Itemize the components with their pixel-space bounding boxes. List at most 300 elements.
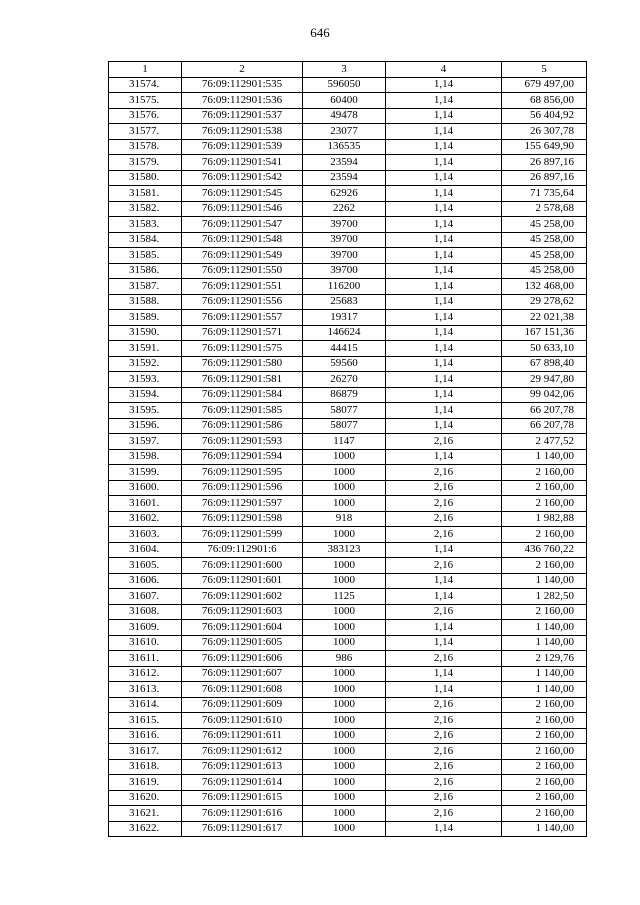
amount-cell: 45 258,00: [502, 248, 587, 264]
row-number-cell: 31581.: [109, 186, 182, 202]
cadastral-number-cell: 76:09:112901:6: [182, 542, 303, 558]
amount-cell: 45 258,00: [502, 217, 587, 233]
area-cell: 49478: [303, 108, 386, 124]
column-header-3: 3: [303, 62, 386, 78]
cadastral-number-cell: 76:09:112901:614: [182, 775, 303, 791]
cadastral-number-cell: 76:09:112901:617: [182, 821, 303, 837]
table-row: [109, 651, 587, 667]
amount-cell: 2 160,00: [502, 465, 587, 481]
amount-cell: 50 633,10: [502, 341, 587, 357]
row-number-cell: 31592.: [109, 356, 182, 372]
row-number-cell: 31612.: [109, 666, 182, 682]
coefficient-cell: 1,14: [386, 186, 502, 202]
table-row: [109, 263, 587, 279]
area-cell: 1000: [303, 666, 386, 682]
row-number-cell: 31584.: [109, 232, 182, 248]
cadastral-number-cell: 76:09:112901:599: [182, 527, 303, 543]
area-cell: 60400: [303, 93, 386, 109]
amount-cell: 1 140,00: [502, 573, 587, 589]
row-number-cell: 31607.: [109, 589, 182, 605]
coefficient-cell: 1,14: [386, 589, 502, 605]
table-row: [109, 728, 587, 744]
coefficient-cell: 2,16: [386, 480, 502, 496]
row-number-cell: 31604.: [109, 542, 182, 558]
row-number-cell: 31622.: [109, 821, 182, 837]
coefficient-cell: 1,14: [386, 821, 502, 837]
table-row: [109, 403, 587, 419]
area-cell: 1000: [303, 604, 386, 620]
cadastral-number-cell: 76:09:112901:545: [182, 186, 303, 202]
area-cell: 58077: [303, 418, 386, 434]
area-cell: 1000: [303, 775, 386, 791]
area-cell: 58077: [303, 403, 386, 419]
table-row: [109, 806, 587, 822]
area-cell: 39700: [303, 217, 386, 233]
amount-cell: 2 578,68: [502, 201, 587, 217]
coefficient-cell: 1,14: [386, 666, 502, 682]
row-number-cell: 31600.: [109, 480, 182, 496]
amount-cell: 2 160,00: [502, 713, 587, 729]
area-cell: 23077: [303, 124, 386, 140]
row-number-cell: 31602.: [109, 511, 182, 527]
amount-cell: 2 129,76: [502, 651, 587, 667]
cadastral-number-cell: 76:09:112901:546: [182, 201, 303, 217]
coefficient-cell: 1,14: [386, 418, 502, 434]
area-cell: 23594: [303, 170, 386, 186]
amount-cell: 679 497,00: [502, 77, 587, 93]
amount-cell: 1 140,00: [502, 449, 587, 465]
coefficient-cell: 2,16: [386, 713, 502, 729]
row-number-cell: 31593.: [109, 372, 182, 388]
coefficient-cell: 1,14: [386, 403, 502, 419]
area-cell: 86879: [303, 387, 386, 403]
coefficient-cell: 1,14: [386, 341, 502, 357]
area-cell: 1000: [303, 496, 386, 512]
area-cell: 1000: [303, 573, 386, 589]
row-number-cell: 31580.: [109, 170, 182, 186]
table-row: [109, 604, 587, 620]
cadastral-number-cell: 76:09:112901:598: [182, 511, 303, 527]
cadastral-number-cell: 76:09:112901:605: [182, 635, 303, 651]
area-cell: 1000: [303, 449, 386, 465]
row-number-cell: 31596.: [109, 418, 182, 434]
row-number-cell: 31620.: [109, 790, 182, 806]
row-number-cell: 31599.: [109, 465, 182, 481]
cadastral-number-cell: 76:09:112901:610: [182, 713, 303, 729]
coefficient-cell: 2,16: [386, 527, 502, 543]
coefficient-cell: 1,14: [386, 232, 502, 248]
table-row: [109, 108, 587, 124]
row-number-cell: 31582.: [109, 201, 182, 217]
row-number-cell: 31575.: [109, 93, 182, 109]
table-header: [109, 62, 587, 78]
row-number-cell: 31576.: [109, 108, 182, 124]
row-number-cell: 31583.: [109, 217, 182, 233]
coefficient-cell: 2,16: [386, 651, 502, 667]
amount-cell: 2 160,00: [502, 790, 587, 806]
amount-cell: 56 404,92: [502, 108, 587, 124]
column-header-5: 5: [502, 62, 587, 78]
amount-cell: 22 021,38: [502, 310, 587, 326]
amount-cell: 68 856,00: [502, 93, 587, 109]
amount-cell: 2 160,00: [502, 806, 587, 822]
table-row: [109, 620, 587, 636]
table-row: [109, 480, 587, 496]
coefficient-cell: 1,14: [386, 93, 502, 109]
amount-cell: 29 278,62: [502, 294, 587, 310]
table-row: [109, 124, 587, 140]
row-number-cell: 31616.: [109, 728, 182, 744]
cadastral-number-cell: 76:09:112901:602: [182, 589, 303, 605]
area-cell: 116200: [303, 279, 386, 295]
table-row: [109, 589, 587, 605]
area-cell: 39700: [303, 263, 386, 279]
amount-cell: 1 140,00: [502, 620, 587, 636]
row-number-cell: 31577.: [109, 124, 182, 140]
area-cell: 1000: [303, 682, 386, 698]
row-number-cell: 31613.: [109, 682, 182, 698]
table-row: [109, 372, 587, 388]
area-cell: 39700: [303, 248, 386, 264]
row-number-cell: 31615.: [109, 713, 182, 729]
row-number-cell: 31585.: [109, 248, 182, 264]
cadastral-number-cell: 76:09:112901:597: [182, 496, 303, 512]
table-row: [109, 294, 587, 310]
coefficient-cell: 1,14: [386, 542, 502, 558]
coefficient-cell: 1,14: [386, 217, 502, 233]
area-cell: 1000: [303, 620, 386, 636]
cadastral-number-cell: 76:09:112901:586: [182, 418, 303, 434]
table-row: [109, 248, 587, 264]
cadastral-number-cell: 76:09:112901:595: [182, 465, 303, 481]
row-number-cell: 31579.: [109, 155, 182, 171]
amount-cell: 2 477,52: [502, 434, 587, 450]
coefficient-cell: 2,16: [386, 558, 502, 574]
coefficient-cell: 1,14: [386, 155, 502, 171]
coefficient-cell: 2,16: [386, 434, 502, 450]
row-number-cell: 31611.: [109, 651, 182, 667]
table-row: [109, 465, 587, 481]
area-cell: 986: [303, 651, 386, 667]
cadastral-number-cell: 76:09:112901:593: [182, 434, 303, 450]
cadastral-number-cell: 76:09:112901:616: [182, 806, 303, 822]
area-cell: 23594: [303, 155, 386, 171]
area-cell: 1000: [303, 806, 386, 822]
row-number-cell: 31601.: [109, 496, 182, 512]
amount-cell: 99 042,06: [502, 387, 587, 403]
amount-cell: 155 649,90: [502, 139, 587, 155]
row-number-cell: 31621.: [109, 806, 182, 822]
cadastral-number-cell: 76:09:112901:603: [182, 604, 303, 620]
amount-cell: 2 160,00: [502, 775, 587, 791]
table-row: [109, 434, 587, 450]
area-cell: 1000: [303, 821, 386, 837]
area-cell: 1000: [303, 759, 386, 775]
amount-cell: 1 140,00: [502, 821, 587, 837]
cadastral-number-cell: 76:09:112901:615: [182, 790, 303, 806]
row-number-cell: 31574.: [109, 77, 182, 93]
amount-cell: 1 140,00: [502, 635, 587, 651]
cadastral-number-cell: 76:09:112901:536: [182, 93, 303, 109]
coefficient-cell: 1,14: [386, 310, 502, 326]
table-row: [109, 697, 587, 713]
cadastral-number-cell: 76:09:112901:539: [182, 139, 303, 155]
cadastral-number-cell: 76:09:112901:581: [182, 372, 303, 388]
cadastral-number-cell: 76:09:112901:547: [182, 217, 303, 233]
cadastral-number-cell: 76:09:112901:580: [182, 356, 303, 372]
row-number-cell: 31608.: [109, 604, 182, 620]
row-number-cell: 31610.: [109, 635, 182, 651]
row-number-cell: 31588.: [109, 294, 182, 310]
row-number-cell: 31618.: [109, 759, 182, 775]
amount-cell: 66 207,78: [502, 418, 587, 434]
cadastral-number-cell: 76:09:112901:611: [182, 728, 303, 744]
cadastral-number-cell: 76:09:112901:613: [182, 759, 303, 775]
row-number-cell: 31591.: [109, 341, 182, 357]
cadastral-number-cell: 76:09:112901:608: [182, 682, 303, 698]
table-row: [109, 542, 587, 558]
coefficient-cell: 1,14: [386, 124, 502, 140]
coefficient-cell: 2,16: [386, 806, 502, 822]
table-row: [109, 666, 587, 682]
table-row: [109, 310, 587, 326]
table-row: [109, 527, 587, 543]
table-row: [109, 186, 587, 202]
amount-cell: 1 140,00: [502, 666, 587, 682]
cadastral-number-cell: 76:09:112901:604: [182, 620, 303, 636]
coefficient-cell: 2,16: [386, 775, 502, 791]
amount-cell: 26 897,16: [502, 170, 587, 186]
coefficient-cell: 1,14: [386, 170, 502, 186]
row-number-cell: 31589.: [109, 310, 182, 326]
amount-cell: 2 160,00: [502, 744, 587, 760]
area-cell: 2262: [303, 201, 386, 217]
area-cell: 1000: [303, 635, 386, 651]
area-cell: 1000: [303, 558, 386, 574]
amount-cell: 2 160,00: [502, 697, 587, 713]
table-row: [109, 325, 587, 341]
cadastral-number-cell: 76:09:112901:571: [182, 325, 303, 341]
coefficient-cell: 1,14: [386, 387, 502, 403]
row-number-cell: 31586.: [109, 263, 182, 279]
area-cell: 1000: [303, 480, 386, 496]
area-cell: 19317: [303, 310, 386, 326]
area-cell: 1000: [303, 713, 386, 729]
table-body: [109, 77, 587, 837]
table-row: [109, 77, 587, 93]
table-row: [109, 682, 587, 698]
area-cell: 1000: [303, 728, 386, 744]
cadastral-number-cell: 76:09:112901:584: [182, 387, 303, 403]
table-row: [109, 279, 587, 295]
area-cell: 596050: [303, 77, 386, 93]
data-table: [108, 61, 587, 837]
table-row: [109, 790, 587, 806]
coefficient-cell: 1,14: [386, 682, 502, 698]
amount-cell: 2 160,00: [502, 558, 587, 574]
coefficient-cell: 1,14: [386, 248, 502, 264]
area-cell: 1000: [303, 527, 386, 543]
coefficient-cell: 1,14: [386, 372, 502, 388]
coefficient-cell: 2,16: [386, 759, 502, 775]
table-row: [109, 573, 587, 589]
coefficient-cell: 2,16: [386, 744, 502, 760]
coefficient-cell: 2,16: [386, 728, 502, 744]
row-number-cell: 31587.: [109, 279, 182, 295]
table-row: [109, 418, 587, 434]
cadastral-number-cell: 76:09:112901:535: [182, 77, 303, 93]
amount-cell: 1 282,50: [502, 589, 587, 605]
table-row: [109, 744, 587, 760]
coefficient-cell: 2,16: [386, 465, 502, 481]
amount-cell: 2 160,00: [502, 604, 587, 620]
amount-cell: 2 160,00: [502, 480, 587, 496]
cadastral-number-cell: 76:09:112901:538: [182, 124, 303, 140]
cadastral-number-cell: 76:09:112901:596: [182, 480, 303, 496]
table-row: [109, 139, 587, 155]
coefficient-cell: 2,16: [386, 511, 502, 527]
amount-cell: 2 160,00: [502, 759, 587, 775]
coefficient-cell: 2,16: [386, 604, 502, 620]
cadastral-number-cell: 76:09:112901:594: [182, 449, 303, 465]
table-row: [109, 155, 587, 171]
coefficient-cell: 1,14: [386, 279, 502, 295]
coefficient-cell: 1,14: [386, 325, 502, 341]
area-cell: 62926: [303, 186, 386, 202]
table-row: [109, 775, 587, 791]
coefficient-cell: 1,14: [386, 77, 502, 93]
row-number-cell: 31605.: [109, 558, 182, 574]
table-row: [109, 93, 587, 109]
cadastral-number-cell: 76:09:112901:609: [182, 697, 303, 713]
coefficient-cell: 1,14: [386, 573, 502, 589]
amount-cell: 71 735,64: [502, 186, 587, 202]
cadastral-number-cell: 76:09:112901:550: [182, 263, 303, 279]
coefficient-cell: 1,14: [386, 263, 502, 279]
amount-cell: 45 258,00: [502, 263, 587, 279]
table-row: [109, 232, 587, 248]
amount-cell: 1 982,88: [502, 511, 587, 527]
row-number-cell: 31594.: [109, 387, 182, 403]
coefficient-cell: 1,14: [386, 139, 502, 155]
cadastral-number-cell: 76:09:112901:551: [182, 279, 303, 295]
row-number-cell: 31595.: [109, 403, 182, 419]
area-cell: 25683: [303, 294, 386, 310]
cadastral-number-cell: 76:09:112901:549: [182, 248, 303, 264]
table-row: [109, 449, 587, 465]
area-cell: 1000: [303, 697, 386, 713]
coefficient-cell: 1,14: [386, 635, 502, 651]
table-row: [109, 713, 587, 729]
column-header-4: 4: [386, 62, 502, 78]
cadastral-number-cell: 76:09:112901:537: [182, 108, 303, 124]
amount-cell: 132 468,00: [502, 279, 587, 295]
table-row: [109, 356, 587, 372]
cadastral-number-cell: 76:09:112901:557: [182, 310, 303, 326]
table-row: [109, 635, 587, 651]
row-number-cell: 31609.: [109, 620, 182, 636]
row-number-cell: 31598.: [109, 449, 182, 465]
area-cell: 26270: [303, 372, 386, 388]
area-cell: 59560: [303, 356, 386, 372]
area-cell: 1147: [303, 434, 386, 450]
cadastral-number-cell: 76:09:112901:575: [182, 341, 303, 357]
table-row: [109, 759, 587, 775]
coefficient-cell: 1,14: [386, 449, 502, 465]
coefficient-cell: 1,14: [386, 294, 502, 310]
table-row: [109, 511, 587, 527]
area-cell: 1000: [303, 790, 386, 806]
row-number-cell: 31606.: [109, 573, 182, 589]
amount-cell: 45 258,00: [502, 232, 587, 248]
table-row: [109, 170, 587, 186]
cadastral-number-cell: 76:09:112901:548: [182, 232, 303, 248]
amount-cell: 2 160,00: [502, 728, 587, 744]
coefficient-cell: 2,16: [386, 790, 502, 806]
amount-cell: 66 207,78: [502, 403, 587, 419]
header-row: [109, 62, 587, 78]
cadastral-number-cell: 76:09:112901:606: [182, 651, 303, 667]
area-cell: 918: [303, 511, 386, 527]
row-number-cell: 31617.: [109, 744, 182, 760]
table-row: [109, 558, 587, 574]
cadastral-number-cell: 76:09:112901:541: [182, 155, 303, 171]
row-number-cell: 31614.: [109, 697, 182, 713]
area-cell: 146624: [303, 325, 386, 341]
amount-cell: 2 160,00: [502, 496, 587, 512]
amount-cell: 436 760,22: [502, 542, 587, 558]
coefficient-cell: 1,14: [386, 201, 502, 217]
area-cell: 44415: [303, 341, 386, 357]
area-cell: 1125: [303, 589, 386, 605]
amount-cell: 26 307,78: [502, 124, 587, 140]
row-number-cell: 31603.: [109, 527, 182, 543]
coefficient-cell: 1,14: [386, 108, 502, 124]
table-row: [109, 821, 587, 837]
table-row: [109, 496, 587, 512]
cadastral-number-cell: 76:09:112901:607: [182, 666, 303, 682]
amount-cell: 1 140,00: [502, 682, 587, 698]
column-header-2: 2: [182, 62, 303, 78]
table-row: [109, 387, 587, 403]
row-number-cell: 31578.: [109, 139, 182, 155]
cadastral-number-cell: 76:09:112901:612: [182, 744, 303, 760]
area-cell: 136535: [303, 139, 386, 155]
cadastral-number-cell: 76:09:112901:600: [182, 558, 303, 574]
area-cell: 1000: [303, 465, 386, 481]
amount-cell: 29 947,80: [502, 372, 587, 388]
area-cell: 383123: [303, 542, 386, 558]
row-number-cell: 31597.: [109, 434, 182, 450]
area-cell: 1000: [303, 744, 386, 760]
amount-cell: 167 151,36: [502, 325, 587, 341]
amount-cell: 26 897,16: [502, 155, 587, 171]
table-row: [109, 341, 587, 357]
cadastral-number-cell: 76:09:112901:601: [182, 573, 303, 589]
coefficient-cell: 1,14: [386, 620, 502, 636]
cadastral-number-cell: 76:09:112901:585: [182, 403, 303, 419]
cadastral-number-cell: 76:09:112901:556: [182, 294, 303, 310]
row-number-cell: 31590.: [109, 325, 182, 341]
page-number: 646: [310, 25, 330, 40]
cadastral-number-cell: 76:09:112901:542: [182, 170, 303, 186]
amount-cell: 67 898,40: [502, 356, 587, 372]
coefficient-cell: 2,16: [386, 496, 502, 512]
row-number-cell: 31619.: [109, 775, 182, 791]
amount-cell: 2 160,00: [502, 527, 587, 543]
table-row: [109, 217, 587, 233]
area-cell: 39700: [303, 232, 386, 248]
